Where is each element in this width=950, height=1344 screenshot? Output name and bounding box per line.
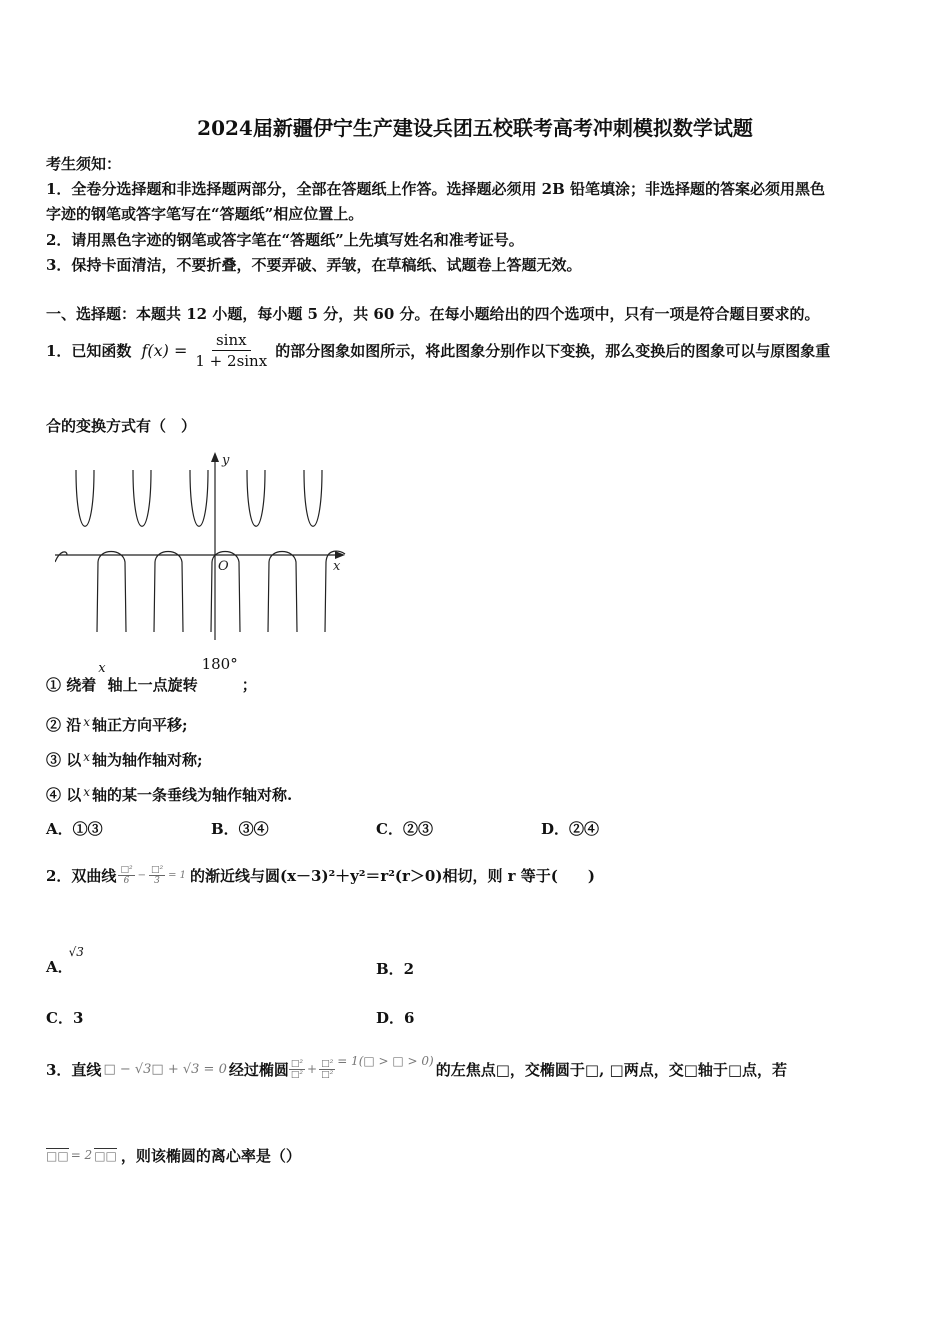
q1-statement-2-pre: ② 沿 [46, 716, 82, 734]
q1-statement-1 [46, 655, 257, 695]
q2-stem: 的渐近线与圆(x－3)²＋y²＝r²(r＞0)相切，则 r 等于( ) [190, 866, 595, 885]
q1-function-graph [55, 450, 350, 640]
q1-statement-3-var: x [83, 750, 91, 764]
q1-statement-2 [46, 714, 188, 735]
q3-ellipse-num-2: □² [321, 1058, 334, 1069]
graph-lower-branch-1 [97, 552, 126, 633]
graph-upper-branch-1 [76, 470, 94, 526]
q1-func-numerator: sinx [212, 331, 251, 351]
notice-item-1-line-2: 字迹的钢笔或答字笔写在“答题纸”相应位置上。 [46, 205, 364, 223]
notice-item-2: 2．请用黑色字迹的钢笔或答字笔在“答题纸”上先填写姓名和准考证号。 [46, 231, 524, 249]
q3-vector-right: □□ [94, 1148, 117, 1163]
x-axis-label: x [333, 559, 341, 574]
q2-eq-num-2: □² [150, 864, 164, 875]
question-2 [46, 855, 595, 895]
graph-lower-branch-2 [154, 552, 183, 633]
q1-choice-d[interactable]: D．②④ [541, 820, 600, 838]
q1-stem: 的部分图象如图所示，将此图象分别作以下变换，那么变换后的图象可以与原图象重 [275, 341, 831, 360]
q1-func-denominator: 1 + 2sinx [195, 351, 268, 370]
q3-vector-left: □□ [46, 1148, 69, 1163]
q3-stem: 的左焦点□，交椭圆于□, □两点，交□轴于□点，若 [435, 1060, 788, 1079]
q2-eq-term-2 [149, 865, 165, 886]
q3-ellipse-plus: + [307, 1062, 318, 1076]
q1-prefix: 1．已知函数 [46, 341, 132, 360]
q1-statement-3-end: 轴为轴作轴对称; [92, 751, 203, 769]
graph-upper-branch-2 [133, 470, 151, 526]
origin-label: O [218, 559, 229, 574]
graph-upper-branch-5 [304, 470, 322, 526]
q2-prefix: 2．双曲线 [46, 866, 117, 885]
q2-eq-rhs: = 1 [168, 869, 186, 881]
q2-choice-a-label: A． [46, 958, 73, 976]
q2-choice-a-value: √3 [68, 945, 84, 959]
q3-prefix: 3．直线 [46, 1060, 102, 1079]
q3-mid: 经过椭圆 [228, 1060, 289, 1079]
q1-statement-1-end: ； [241, 676, 257, 694]
notice-item-3: 3．保持卡面清洁，不要折叠，不要弄破、弄皱，在草稿纸、试题卷上答题无效。 [46, 256, 582, 274]
q1-stem-line-2: 合的变换方式有（ ） [46, 417, 197, 435]
y-axis-label: y [222, 453, 230, 468]
q3-question-tail: ，则该椭圆的离心率是（） [120, 1146, 301, 1165]
q1-statement-1-var: x [98, 661, 106, 676]
x-axis-arrow [335, 551, 345, 559]
q1-statement-2-var: x [83, 715, 91, 729]
q1-choice-b[interactable]: B．③④ [211, 820, 269, 838]
q2-eq-den-2: 3 [154, 875, 160, 886]
q2-eq-num-1: □² [120, 864, 133, 875]
q2-eq-minus: − [137, 869, 146, 881]
q2-eq-term-1 [118, 865, 134, 886]
q1-statement-3-pre: ③ 以 [46, 751, 82, 769]
q1-statement-1-degree: 180° [201, 655, 238, 673]
q2-choice-d[interactable]: D．6 [376, 1009, 415, 1027]
q1-statement-4-end: 轴的某一条垂线为轴作轴对称. [92, 786, 293, 804]
question-1 [46, 327, 830, 373]
q3-ellipse-rhs: = 1(□ > □ > 0) [337, 1054, 434, 1068]
page-title: 2024届新疆伊宁生产建设兵团五校联考高考冲刺模拟数学试题 [197, 116, 753, 140]
graph-lower-edge-left [55, 552, 67, 562]
q3-line-equation: □ − √3□ + √3 = 0 [103, 1061, 227, 1077]
q3-ellipse-den-2: □² [321, 1069, 334, 1080]
q3-ellipse-term-1 [289, 1059, 305, 1080]
q3-ellipse-num-1: □² [290, 1058, 303, 1069]
q1-choice-a[interactable]: A．①③ [46, 820, 103, 838]
q1-func-fraction [191, 331, 271, 370]
y-axis-arrow [211, 452, 219, 462]
q3-vector-eq: = 2 [70, 1148, 93, 1162]
q1-choice-c[interactable]: C．②③ [376, 820, 433, 838]
q1-statement-3 [46, 749, 203, 770]
graph-upper-branch-4 [247, 470, 265, 526]
graph-upper-branch-3 [190, 470, 208, 526]
q2-choice-a[interactable] [46, 945, 84, 977]
q1-statement-4-pre: ④ 以 [46, 786, 82, 804]
q1-statement-1-pre: ① 绕着 [46, 676, 97, 694]
graph-helper [97, 548, 144, 632]
q1-statement-2-end: 轴正方向平移; [92, 716, 188, 734]
q1-statement-4-var: x [83, 785, 91, 799]
graph-lower-branch-4 [268, 552, 297, 633]
notice-item-1-line-1: 1．全卷分选择题和非选择题两部分，全部在答题纸上作答。选择题必须用 2B 铅笔填涂；非选择题的答案必须用黑色 [46, 180, 826, 198]
q1-func-lhs: f(x) = [141, 340, 188, 360]
q1-statement-4 [46, 784, 292, 805]
section-1-heading: 一、选择题：本题共 12 小题，每小题 5 分，共 60 分。在每小题给出的四个选项中，只有一项是符合题目要求的。 [46, 305, 820, 323]
q2-choice-c[interactable]: C．3 [46, 1009, 84, 1027]
q3-ellipse-term-2 [319, 1059, 335, 1080]
q3-ellipse-den-1: □² [290, 1069, 303, 1080]
q2-choice-b[interactable]: B．2 [376, 960, 415, 978]
q1-statement-1-mid: 轴上一点旋转 [107, 676, 198, 694]
q3-stem-line-2 [46, 1140, 301, 1170]
question-3 [46, 1046, 787, 1092]
q2-eq-den-1: 6 [123, 875, 130, 886]
notice-heading: 考生须知： [46, 155, 122, 173]
